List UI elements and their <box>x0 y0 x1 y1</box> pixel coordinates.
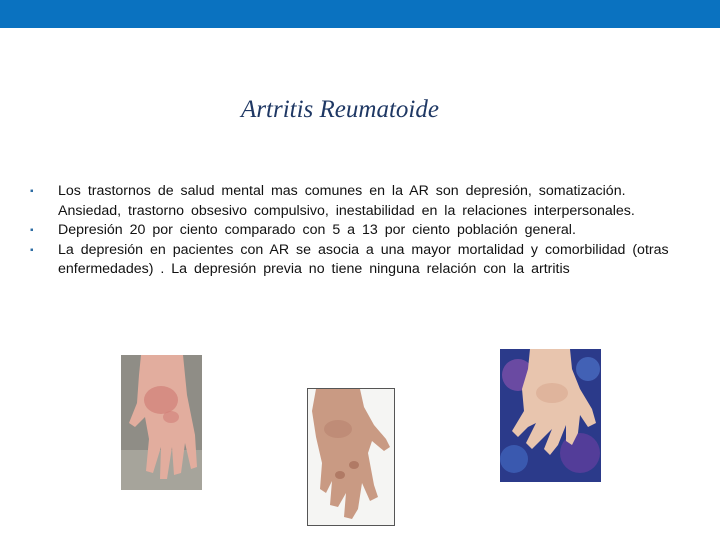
top-bar <box>0 0 720 28</box>
hand-illustration-2 <box>308 389 394 525</box>
slide-title: Artritis Reumatoide <box>241 96 439 123</box>
hand-illustration-1 <box>121 355 202 490</box>
bullet-item <box>30 182 670 221</box>
bullet-text: La depresión en pacientes con AR se asocia a una mayor mortalidad y comorbilidad (otras enfermedades) . La depresión previa no tiene ninguna relación con la artritis <box>58 241 669 277</box>
bullet-marker: ▪ <box>30 244 34 256</box>
bullet-marker: ▪ <box>30 186 34 197</box>
hand-photo-3 <box>500 349 601 482</box>
hand-photo-2 <box>307 388 395 526</box>
bullet-marker: ▪ <box>30 225 34 236</box>
bullet-text: Depresión 20 por ciento comparado con 5 a 13 por ciento población general. <box>58 222 576 238</box>
hand-photo-1 <box>121 355 202 490</box>
bullet-list <box>30 182 670 280</box>
bullet-item <box>30 241 670 280</box>
hand-illustration-3 <box>500 349 601 482</box>
bullet-text: Los trastornos de salud mental mas comunes en la AR son depresión, somatización. Ansiedad, trastorno obsesivo compulsivo, inestabilidad en la relaciones interpersonales. <box>58 183 635 219</box>
bullet-item <box>30 221 670 241</box>
